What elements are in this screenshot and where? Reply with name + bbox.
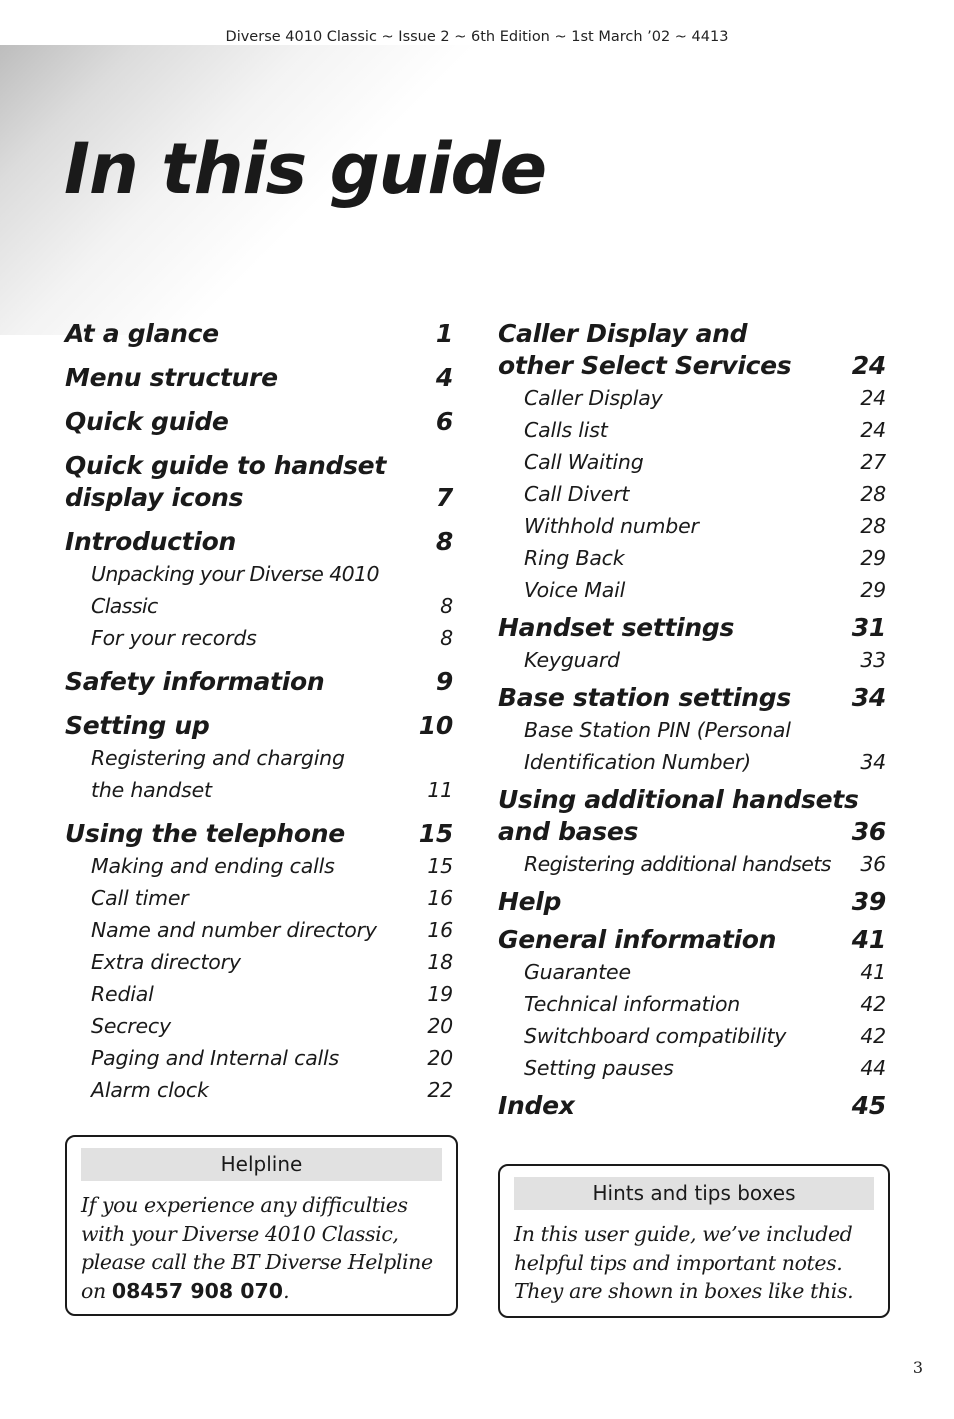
- toc-heading-label: Help: [498, 887, 562, 916]
- toc-heading-continued[interactable]: [498, 816, 886, 848]
- toc-page-number: 36: [851, 817, 886, 846]
- toc-subitem[interactable]: [498, 510, 886, 542]
- toc-subitem[interactable]: [498, 478, 886, 510]
- toc-subitem-label: Call timer: [91, 886, 189, 910]
- helpline-box: [65, 1135, 458, 1316]
- toc-page-number: 18: [427, 950, 453, 974]
- toc-subitem[interactable]: [65, 978, 453, 1010]
- toc-section: [498, 682, 886, 778]
- toc-page-number: 36: [860, 852, 886, 876]
- toc-page-number: 31: [851, 613, 886, 642]
- toc-subitem[interactable]: [498, 574, 886, 606]
- toc-page-number: 8: [435, 527, 453, 556]
- toc-subitem-label: Calls list: [524, 418, 608, 442]
- toc-subitem[interactable]: [65, 1042, 453, 1074]
- toc-page-number: 41: [851, 925, 886, 954]
- toc-page-number: 15: [418, 819, 453, 848]
- toc-heading[interactable]: [65, 526, 453, 558]
- toc-page-number: 22: [427, 1078, 453, 1102]
- toc-page-number: 16: [427, 918, 453, 942]
- toc-section: [498, 1090, 886, 1122]
- toc-heading-label: Caller Display and: [498, 319, 748, 348]
- toc-heading[interactable]: [65, 710, 453, 742]
- toc-subitem[interactable]: [498, 414, 886, 446]
- toc-heading-label: Using additional handsets: [498, 785, 859, 814]
- toc-section: [498, 318, 886, 606]
- toc-page-number: 28: [860, 482, 886, 506]
- toc-subitem-label: Call Waiting: [524, 450, 644, 474]
- toc-heading-continued[interactable]: [65, 482, 453, 514]
- toc-page-number: 6: [435, 407, 453, 436]
- toc-subitem-continued[interactable]: [498, 746, 886, 778]
- toc-page-number: 44: [860, 1056, 886, 1080]
- toc-subitem[interactable]: [65, 914, 453, 946]
- toc-page-number: 28: [860, 514, 886, 538]
- toc-page-number: 42: [860, 1024, 886, 1048]
- toc-section: [65, 318, 453, 350]
- toc-page-number: 24: [851, 351, 886, 380]
- toc-subitem[interactable]: [498, 644, 886, 676]
- toc-heading-label: Index: [498, 1091, 575, 1120]
- toc-section: [65, 526, 453, 654]
- hints-box: [498, 1164, 890, 1318]
- toc-subitem-label: Call Divert: [524, 482, 630, 506]
- toc-subitem[interactable]: [65, 882, 453, 914]
- helpline-title: Helpline: [81, 1148, 442, 1181]
- toc-subitem-label: Unpacking your Diverse 4010 Classic: [91, 562, 379, 618]
- toc-heading[interactable]: [498, 886, 886, 918]
- toc-page-number: 34: [860, 750, 886, 774]
- toc-subitem[interactable]: [498, 446, 886, 478]
- toc-page-number: 39: [851, 887, 886, 916]
- toc-heading-label: Safety information: [65, 667, 325, 696]
- toc-section: [498, 924, 886, 1084]
- toc-heading[interactable]: [498, 784, 886, 816]
- toc-heading-label: and bases: [498, 817, 639, 846]
- toc-page-number: 33: [860, 648, 886, 672]
- toc-subitem-label: Voice Mail: [524, 578, 626, 602]
- toc-subitem[interactable]: [498, 382, 886, 414]
- page-title: In this guide: [64, 128, 547, 210]
- toc-page-number: 9: [435, 667, 453, 696]
- toc-section: [65, 362, 453, 394]
- toc-subitem-label: Base Station PIN (Personal: [524, 718, 791, 742]
- toc-subitem[interactable]: [65, 1074, 453, 1106]
- toc-subitem[interactable]: [498, 956, 886, 988]
- toc-page-number: 4: [435, 363, 453, 392]
- toc-subitem-label: Technical information: [524, 992, 741, 1016]
- toc-page-number: 29: [860, 578, 886, 602]
- toc-heading-label: Setting up: [65, 711, 210, 740]
- toc-subitem-label: Paging and Internal calls: [91, 1046, 340, 1070]
- toc-subitem-label: Setting pauses: [524, 1056, 674, 1080]
- toc-subitem-label: Keyguard: [524, 648, 620, 672]
- toc-subitem-label: Registering additional handsets: [524, 852, 831, 876]
- toc-heading[interactable]: [498, 612, 886, 644]
- toc-subitem[interactable]: [498, 1020, 886, 1052]
- toc-section: [498, 886, 886, 918]
- toc-heading-label: At a glance: [65, 319, 219, 348]
- contents-right-column: [498, 318, 886, 1128]
- toc-subitem-label: Guarantee: [524, 960, 631, 984]
- toc-heading[interactable]: [65, 362, 453, 394]
- toc-heading-label: display icons: [65, 483, 244, 512]
- toc-heading[interactable]: [65, 318, 453, 350]
- toc-subitem-label: Caller Display: [524, 386, 663, 410]
- toc-heading-label: Quick guide: [65, 407, 229, 436]
- toc-page-number: 11: [427, 778, 453, 802]
- toc-subitem[interactable]: [65, 850, 453, 882]
- toc-subitem[interactable]: [498, 542, 886, 574]
- toc-subitem[interactable]: [498, 1052, 886, 1084]
- toc-section: [498, 612, 886, 676]
- toc-section: [65, 450, 453, 514]
- toc-heading-label: Using the telephone: [65, 819, 345, 848]
- toc-section: [65, 710, 453, 806]
- toc-subitem-label: Secrecy: [91, 1014, 171, 1038]
- toc-section: [498, 784, 886, 880]
- helpline-phone-number[interactable]: 08457 908 070: [111, 1278, 284, 1303]
- toc-subitem[interactable]: [65, 622, 453, 654]
- toc-section: [65, 666, 453, 698]
- helpline-text: If you experience any difficulties with your Diverse 4010 Classic, please call the BT Diverse Helpline on 08457 908 070.: [81, 1193, 433, 1303]
- toc-subitem-label: Making and ending calls: [91, 854, 335, 878]
- toc-heading[interactable]: [65, 406, 453, 438]
- toc-page-number: 16: [427, 886, 453, 910]
- toc-subitem-label: Ring Back: [524, 546, 625, 570]
- toc-page-number: 27: [860, 450, 886, 474]
- toc-heading-continued[interactable]: [498, 350, 886, 382]
- toc-page-number: 24: [860, 418, 886, 442]
- contents-left-column: [65, 318, 453, 1118]
- toc-subitem-label: Identification Number): [524, 750, 751, 774]
- toc-heading-label: General information: [498, 925, 777, 954]
- toc-subitem[interactable]: [65, 742, 453, 774]
- toc-heading-label: Menu structure: [65, 363, 278, 392]
- toc-heading-label: Introduction: [65, 527, 236, 556]
- toc-heading-label: Handset settings: [498, 613, 735, 642]
- toc-heading[interactable]: [65, 818, 453, 850]
- toc-subitem-label: Registering and charging: [91, 746, 345, 770]
- toc-page-number: 7: [435, 483, 453, 512]
- toc-section: [65, 818, 453, 1106]
- toc-heading-label: Quick guide to handset: [65, 451, 386, 480]
- toc-heading[interactable]: [498, 682, 886, 714]
- toc-page-number: 8: [440, 626, 453, 650]
- hints-text: In this user guide, we’ve included helpful tips and important notes. They are shown in boxes like this.: [514, 1222, 854, 1303]
- toc-subitem-label: For your records: [91, 626, 257, 650]
- toc-page-number: 41: [860, 960, 886, 984]
- toc-page-number: 10: [418, 711, 453, 740]
- toc-page-number: 19: [427, 982, 453, 1006]
- toc-page-number: 8: [440, 594, 453, 618]
- toc-subitem[interactable]: [498, 848, 886, 880]
- toc-page-number: 1: [435, 319, 453, 348]
- toc-heading-label: other Select Services: [498, 351, 792, 380]
- toc-heading[interactable]: [498, 318, 886, 350]
- page-number: 3: [912, 1358, 923, 1377]
- toc-subitem-label: Withhold number: [524, 514, 699, 538]
- toc-subitem[interactable]: [65, 558, 453, 622]
- toc-page-number: 15: [427, 854, 453, 878]
- toc-heading[interactable]: [498, 1090, 886, 1122]
- toc-subitem-label: Name and number directory: [91, 918, 377, 942]
- toc-section: [65, 406, 453, 438]
- toc-heading-label: Base station settings: [498, 683, 791, 712]
- toc-page-number: 29: [860, 546, 886, 570]
- toc-subitem-label: Alarm clock: [91, 1078, 209, 1102]
- toc-heading[interactable]: [498, 924, 886, 956]
- toc-page-number: 20: [427, 1046, 453, 1070]
- toc-subitem-label: Extra directory: [91, 950, 241, 974]
- toc-heading[interactable]: [65, 450, 453, 482]
- toc-page-number: 34: [851, 683, 886, 712]
- toc-subitem-continued[interactable]: [65, 774, 453, 806]
- toc-page-number: 42: [860, 992, 886, 1016]
- toc-page-number: 24: [860, 386, 886, 410]
- toc-page-number: 20: [427, 1014, 453, 1038]
- toc-subitem-label: Redial: [91, 982, 154, 1006]
- toc-heading[interactable]: [65, 666, 453, 698]
- toc-subitem[interactable]: [498, 988, 886, 1020]
- toc-subitem-label: Switchboard compatibility: [524, 1024, 787, 1048]
- toc-subitem[interactable]: [65, 1010, 453, 1042]
- toc-subitem-label: the handset: [91, 778, 212, 802]
- running-header: Diverse 4010 Classic ~ Issue 2 ~ 6th Edition ~ 1st March ’02 ~ 4413: [225, 29, 729, 45]
- toc-subitem[interactable]: [65, 946, 453, 978]
- toc-subitem[interactable]: [498, 714, 886, 746]
- hints-title: Hints and tips boxes: [514, 1177, 874, 1210]
- toc-page-number: 45: [851, 1091, 886, 1120]
